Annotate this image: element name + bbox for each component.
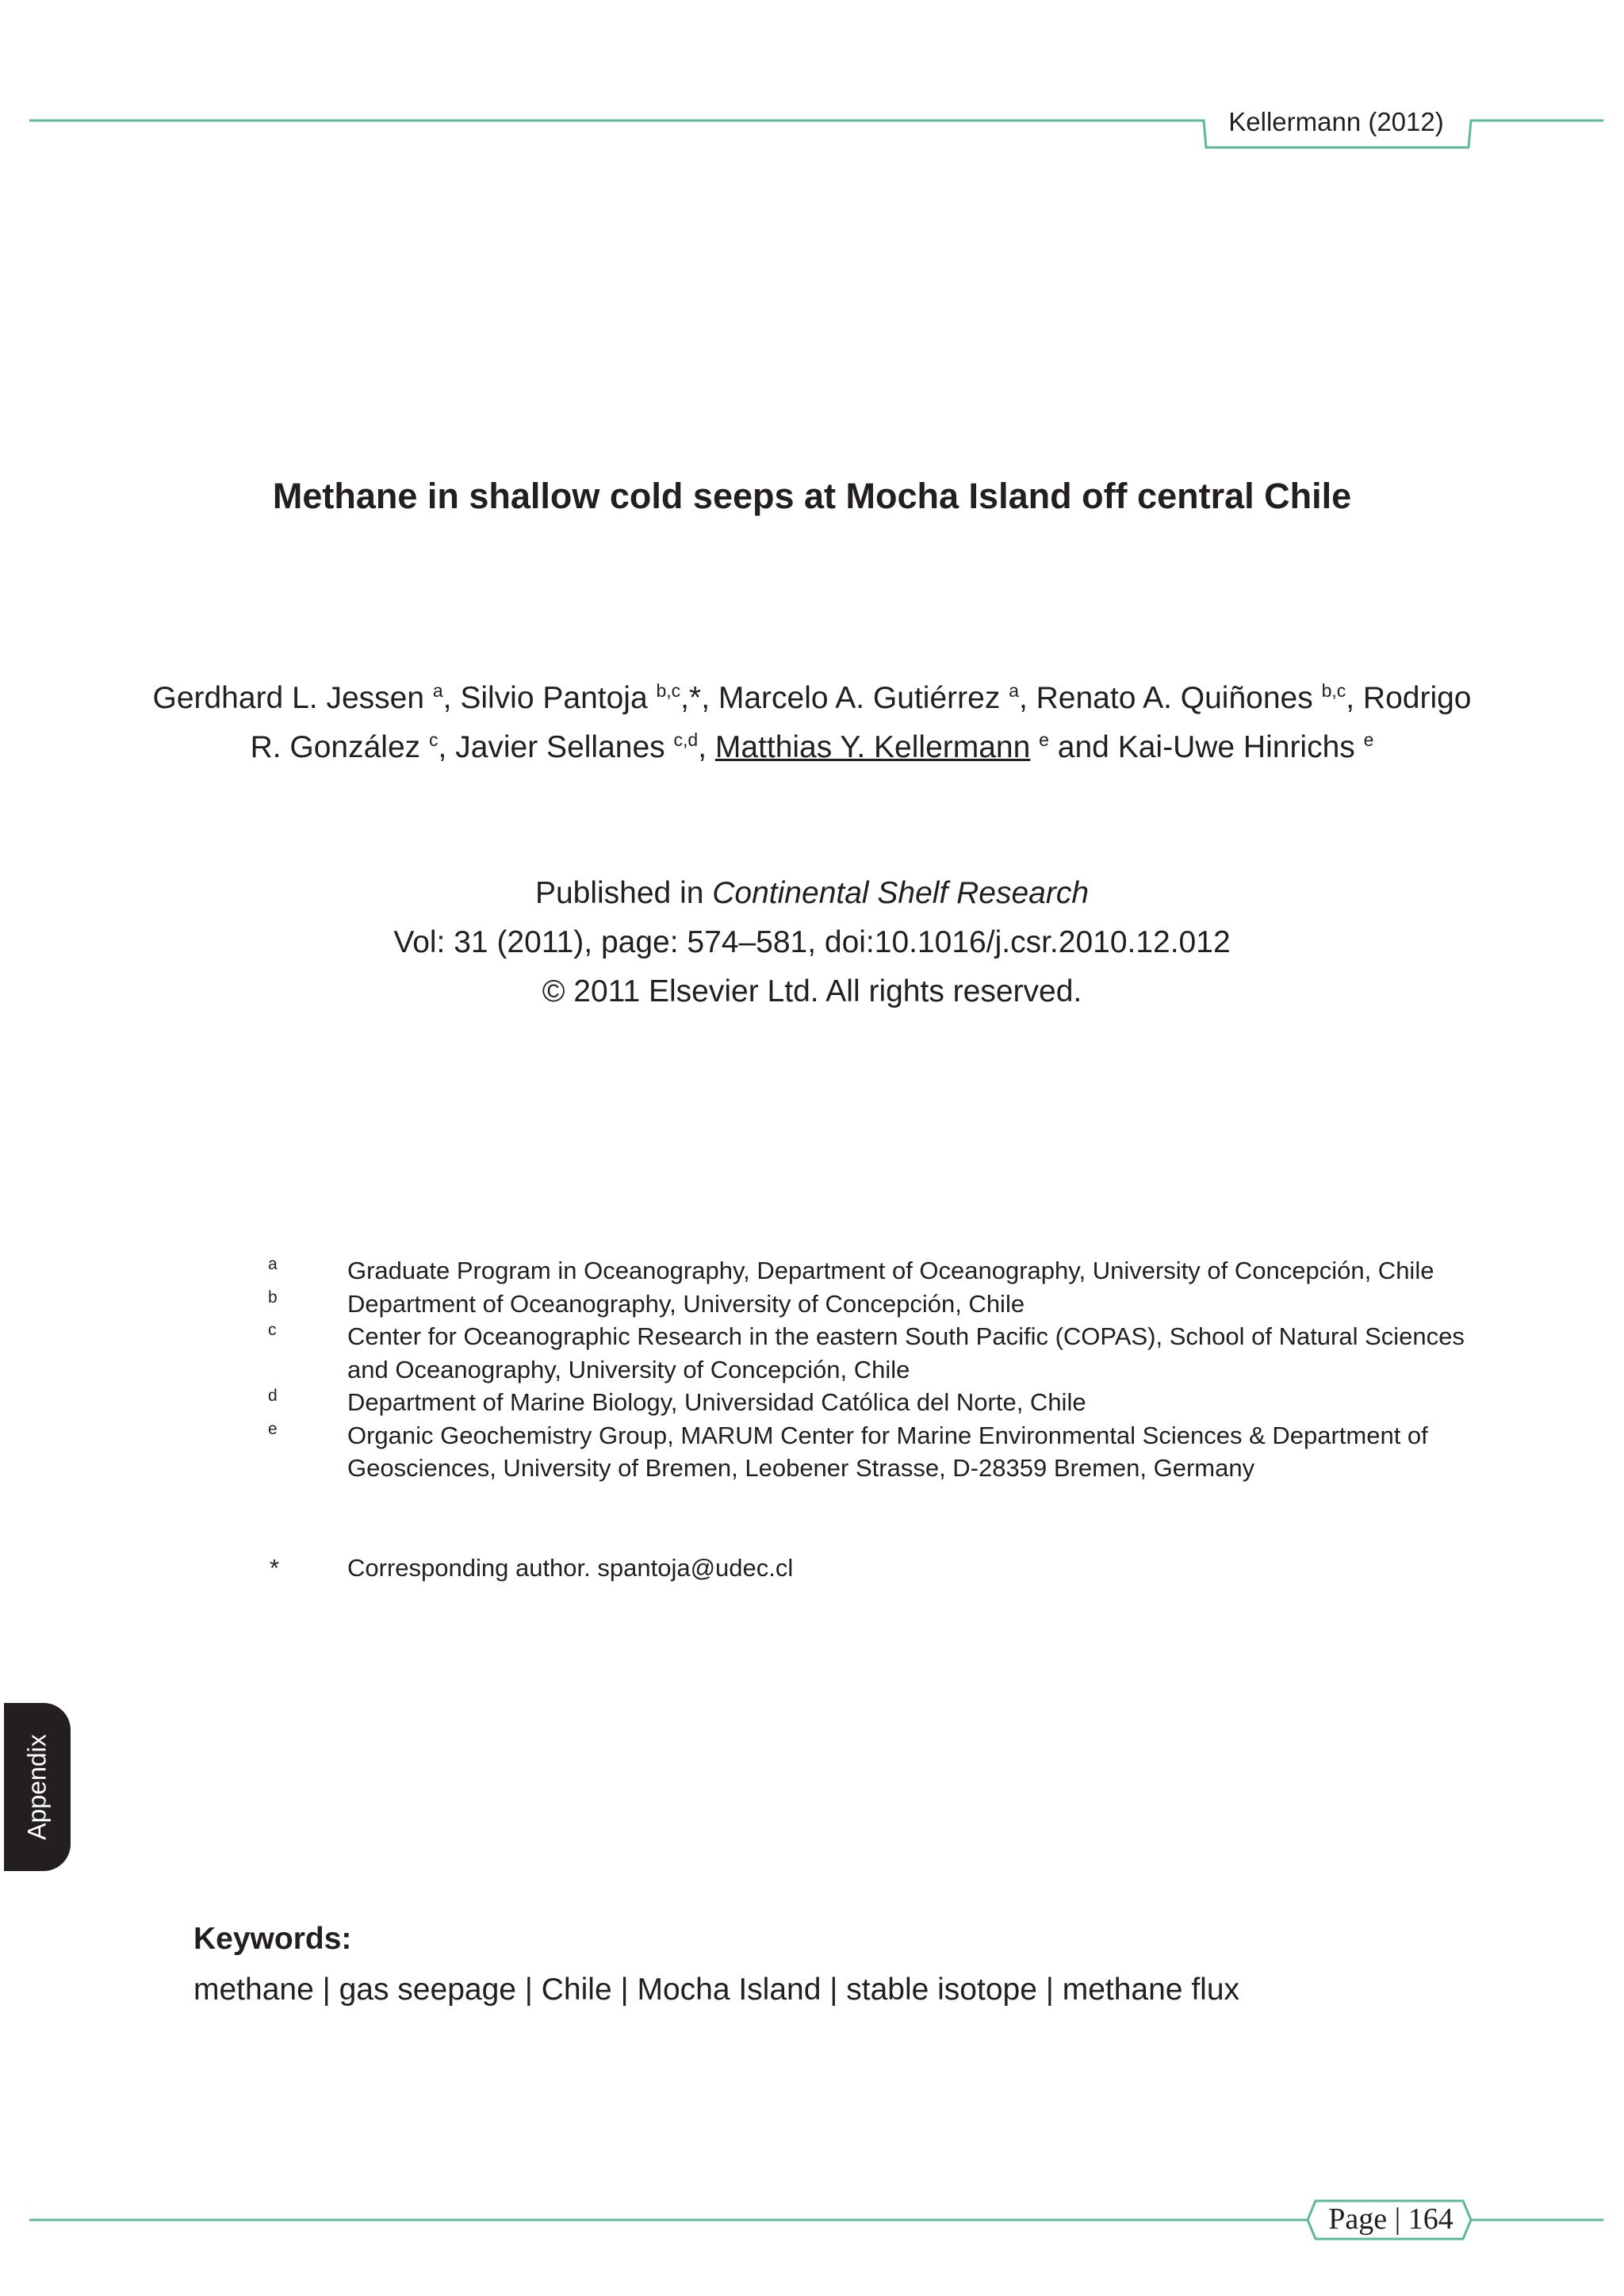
- author-conjunction: and: [1057, 730, 1109, 764]
- page-number: Page | 164: [1328, 2202, 1454, 2236]
- keyword: methane: [193, 1973, 314, 2007]
- affiliation-mark: c,d: [673, 729, 699, 750]
- affiliation-text: Organic Geochemistry Group, MARUM Center for Marine Environmental Sciences & Department of: [347, 1421, 1428, 1449]
- keyword-separator: |: [313, 1973, 339, 2007]
- volume-line: Vol: 31 (2011), page: 574–581, doi:10.1016/j.csr.2010.12.012: [393, 925, 1231, 959]
- affiliation-mark: a: [1009, 680, 1019, 701]
- keyword: methane flux: [1062, 1973, 1240, 2007]
- affiliation-item: [268, 1386, 1489, 1419]
- keyword: stable isotope: [846, 1973, 1037, 2007]
- affiliation-text-continued: and Oceanography, University of Concepción, Chile: [347, 1355, 910, 1383]
- author-name: Silvio Pantoja: [460, 681, 648, 715]
- author-line-1: Gerdhard L. Jessen $^a$, Silvio Pantoja $^{b,c}$,*, Marcelo A. Gutiérrez $^a$, Renato A. Quiñones $^{b,c}$, Rodrigo: [152, 680, 1472, 715]
- author-name: Marcelo A. Gutiérrez: [718, 681, 1001, 715]
- affiliation-mark: e: [1363, 729, 1374, 750]
- keyword: gas seepage: [339, 1973, 516, 2007]
- corresponding-text: Corresponding author. spantoja@udec.cl: [347, 1554, 794, 1582]
- keyword-separator: |: [821, 1973, 847, 2007]
- author-name: Javier Sellanes: [455, 730, 665, 764]
- affiliation-mark: e: [268, 1419, 278, 1438]
- corresponding-mark: *: [270, 1554, 280, 1582]
- corresponding-mark: ,*: [680, 681, 702, 715]
- paper-title: Methane in shallow cold seeps at Mocha Island off central Chile: [272, 476, 1352, 516]
- appendix-side-tab: [4, 1703, 71, 1871]
- keyword-separator: |: [515, 1973, 542, 2007]
- affiliation-item: [268, 1288, 1489, 1321]
- affiliation-mark: a: [268, 1255, 278, 1273]
- affiliation-text-continued: Geosciences, University of Bremen, Leobener Strasse, D-28359 Bremen, Germany: [347, 1454, 1255, 1482]
- affiliation-mark: c: [429, 729, 439, 750]
- affiliation-text: Graduate Program in Oceanography, Department of Oceanography, University of Concepción, Chile: [347, 1257, 1434, 1284]
- author-line-2: R. González $^c$, Javier Sellanes $^{c,d}$, Matthias Y. Kellermann $^e$ and Kai-Uwe Hinrichs $^e$: [250, 729, 1374, 764]
- publication-info: [0, 869, 1624, 1016]
- published-in-line: [0, 869, 1624, 918]
- affiliation-text: Department of Oceanography, University of Concepción, Chile: [347, 1289, 1025, 1318]
- affiliation-mark: b,c: [1321, 680, 1346, 701]
- affiliation-text: Department of Marine Biology, Universidad Católica del Norte, Chile: [347, 1388, 1086, 1416]
- author-name: Gerdhard L. Jessen: [152, 681, 425, 715]
- side-tab-label: Appendix: [22, 1734, 52, 1840]
- affiliation-mark: b,c: [656, 680, 681, 701]
- author-name: R. González: [250, 730, 421, 764]
- journal-name: Continental Shelf Research: [712, 876, 1090, 910]
- keywords-list: [193, 1973, 1239, 2007]
- keyword: Chile: [541, 1973, 612, 2007]
- keyword-separator: |: [1036, 1973, 1063, 2007]
- running-head: Kellermann (2012): [1228, 107, 1444, 136]
- affiliation-mark: a: [432, 680, 443, 701]
- affiliation-item: [268, 1254, 1489, 1288]
- author-name: Rodrigo: [1362, 681, 1472, 715]
- affiliation-item: [268, 1419, 1489, 1485]
- affiliation-mark: b: [268, 1288, 278, 1307]
- keyword: Mocha Island: [637, 1973, 822, 2007]
- author-list: [119, 674, 1505, 772]
- affiliation-mark: c: [268, 1321, 277, 1339]
- affiliation-mark: d: [268, 1387, 278, 1405]
- keyword-separator: |: [611, 1973, 638, 2007]
- author-name: Renato A. Quiñones: [1036, 681, 1313, 715]
- affiliation-item: [268, 1320, 1489, 1386]
- corresponding-author: [268, 1552, 1489, 1585]
- highlighted-author-name: Matthias Y. Kellermann: [714, 730, 1031, 764]
- author-name: Kai-Uwe Hinrichs: [1117, 730, 1355, 764]
- affiliation-text: Center for Oceanographic Research in the eastern South Pacific (COPAS), School of Natural Sciences: [347, 1322, 1465, 1350]
- affiliation-mark: e: [1039, 729, 1049, 750]
- published-in-prefix: Published in: [534, 876, 713, 910]
- keywords-heading: Keywords:: [193, 1922, 352, 1956]
- affiliation-list: [268, 1254, 1489, 1485]
- copyright-line: © 2011 Elsevier Ltd. All rights reserved.: [542, 974, 1082, 1008]
